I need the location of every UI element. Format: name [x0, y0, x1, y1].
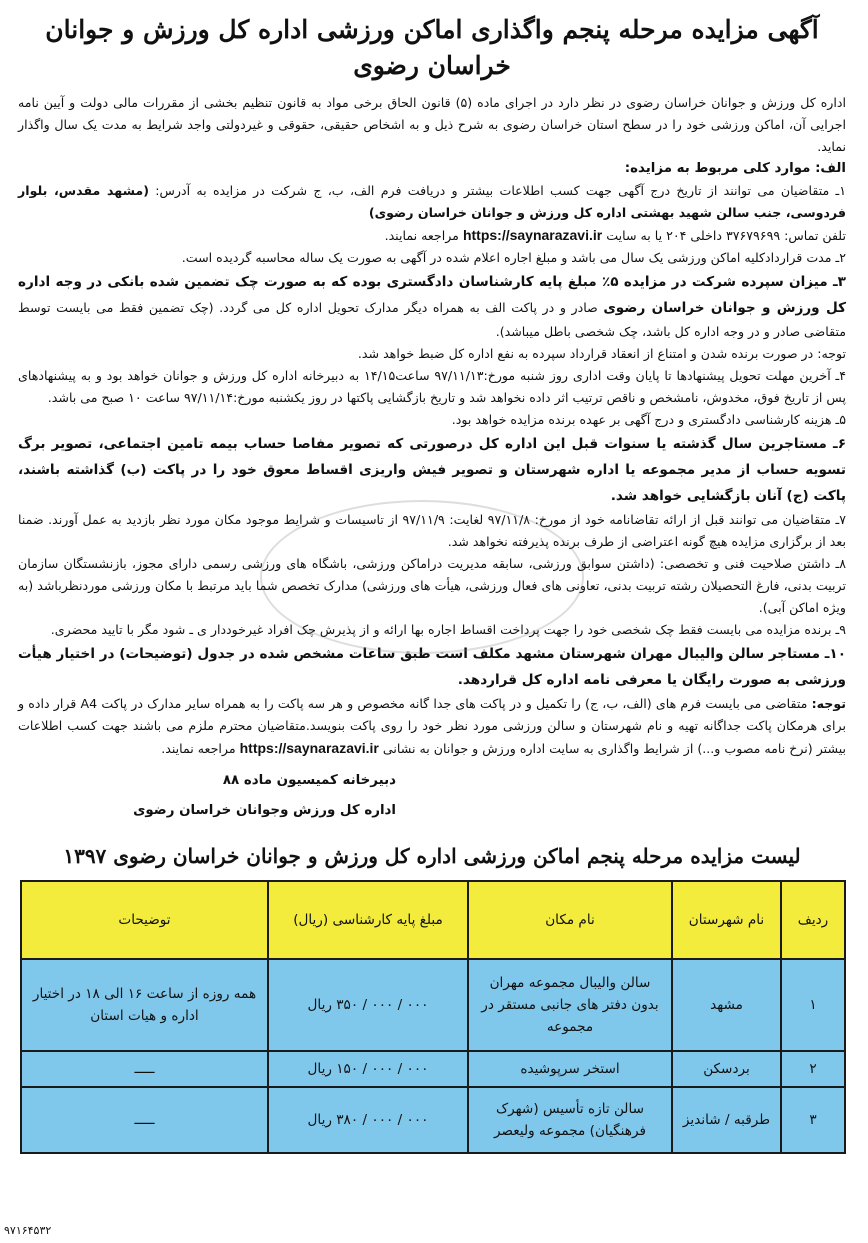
row-description: ـــــ: [21, 1087, 268, 1153]
row-city: مشهد: [672, 959, 781, 1051]
section-a-heading: الف: موارد کلی مربوط به مزایده:: [624, 161, 846, 176]
item-1-tail: مراجعه نمایند.: [384, 228, 459, 243]
item-10: ۱۰ـ مستاجر سالن والیبال مهران شهرستان مشهد مکلف است طبق ساعات مشخص شده در جدول (توضیحات) در اختیار هیأت ورزشی به صورت رایگان یا معرفی نامه اداره کل قراردهد.: [18, 646, 846, 688]
item-7: ۷ـ متقاضیان می توانند قبل از ارائه تقاضانامه خود از مورخ: ۹۷/۱۱/۸ لغایت: ۹۷/۱۱/۹ از تاسیسات و شرایط موجود مکان مورد نظر بازدید به عمل آورند. ضمنا بعد از برگزاری مزایده هیچ گونه اعتراضی از طرف برنده پذیرفته نخواهد شد.: [18, 512, 846, 549]
item-1: [18, 180, 846, 247]
row-description: ـــــ: [21, 1051, 268, 1087]
table-row: [21, 1087, 845, 1153]
row-place: سالن والیبال مجموعه مهران بدون دفتر های جانبی مستقر در مجموعه: [468, 959, 672, 1051]
row-number: ۲: [781, 1051, 845, 1087]
intro-paragraph: اداره کل ورزش و جوانان خراسان رضوی در نظر دارد در اجرای ماده (۵) قانون الحاق برخی مواد به قانون تنظیم بخشی از مقررات مالی دولت و آیین نامه اجرایی آن، اماکن ورزشی خود را در سطح استان خراسان رضوی به شرح ذیل و به اشخاص حقیقی، حقوقی و غیردولتی واجد شرایط به مدت یک سال واگذار نماید.: [18, 95, 846, 154]
signature-line-1: دبیرخانه کمیسیون ماده ۸۸: [222, 773, 396, 788]
page-title: آگهی مزایده مرحله پنجم واگذاری اماکن ورزشی اداره کل ورزش و جوانان خراسان رضوی: [45, 15, 819, 80]
item-3-bold: ۳ـ میزان سپرده شرکت در مزایده ۵٪ مبلغ پایه کارشناسان دادگستری بوده که به صورت چک تضمین شده بانکی در وجه اداره کل ورزش و جوانان خراسان رضوی: [18, 274, 846, 316]
header-row-number: ردیف: [781, 881, 845, 959]
website-link-2[interactable]: https://saynarazavi.ir: [239, 740, 379, 756]
item-4: ۴ـ آخرین مهلت تحویل پیشنهادها تا پایان وقت اداری روز شنبه مورخ:۹۷/۱۱/۱۳ ساعت۱۴/۱۵ به دبیرخانه اداره کل ورزش و جوانان خواهد بود و به پیشنهادهای پس از تاریخ فوق، مخدوش، نامشخص و ناقص ترتیب اثر داده نخواهد شد و تاریخ بازگشایی پاکتها در روز یکشنبه مورخ:۹۷/۱۱/۱۴ ساعت ۱۰ صبح می باشد.: [18, 368, 847, 405]
row-city: بردسکن: [672, 1051, 781, 1087]
item-1-text: ۱ـ متقاضیان می توانند از تاریخ درج آگهی جهت کسب اطلاعات بیشتر و دریافت فرم الف، ب، ج شرکت در مزایده به آدرس:: [155, 183, 846, 198]
signature-line-2: اداره کل ورزش وجوانان خراسان رضوی: [133, 803, 396, 818]
footer-code: ۹۷۱۶۴۵۳۲: [4, 1225, 52, 1237]
item-3-rest: صادر و در پاکت الف به همراه دیگر مدارک تحویل اداره کل می گردد. (چک تضمین فقط می بایست توسط متقاضی صادر و در وجه اداره کل باشد، چک شخصی باطل میباشد).: [18, 300, 846, 339]
table-header-row: [21, 881, 845, 959]
note-2-text: متقاضی می بایست فرم های (الف، ب، ج) را تکمیل و در پاکت های جدا گانه مخصوص و هر سه پاکت را به همراه سایر مدارک در پاکت A4 قرار داده و برای هرمکان پاکت جداگانه تهیه و نام شهرستان و سالن ورزشی مورد نظر خود را روی پاکت بنویسد.متقاضیان محترم ملزم می باشند جهت کسب اطلاعات بیشتر (نرخ نامه مصوب و...) از شرایط واگذاری به سایت اداره ورزش و جوانان به نشانی: [18, 696, 846, 756]
row-description: همه روزه از ساعت ۱۶ الی ۱۸ در اختیار اداره و هیات استان: [21, 959, 268, 1051]
header-city: نام شهرستان: [672, 881, 781, 959]
website-link[interactable]: https://saynarazavi.ir: [462, 227, 603, 243]
row-price: ۰۰۰ / ۰۰۰ / ۳۸۰ ریال: [268, 1087, 468, 1153]
list-title: لیست مزایده مرحله پنجم اماکن ورزشی اداره کل ورزش و جوانان خراسان رضوی ۱۳۹۷: [63, 844, 801, 868]
table-row: [21, 959, 845, 1051]
item-2: ۲ـ مدت قراردادکلیه اماکن ورزشی یک سال می باشد و مبلغ اجاره اعلام شده در آگهی به صورت یک ساله محاسبه گردیده است.: [181, 250, 846, 265]
item-8: ۸ـ داشتن صلاحیت فنی و تخصصی: (داشتن سوابق ورزشی، سابقه مدیریت دراماکن ورزشی، باشگاه های ورزشی رسمی دارای مجوز، بازنشستگان سازمان تربیت بدنی، فارغ التحصیلان رشته تربیت بدنی، تعاونی های فعال ورزشی، هیأت های ورزشی) مدارک تخصص شما باید مرتبط با مکان ورزشی موردنظرباشد (به ویژه اماکن آبی).: [18, 556, 846, 615]
header-description: توضیحات: [21, 881, 268, 959]
item-1-address: (مشهد مقدس، بلوار فردوسی، جنب سالن شهید بهشتی اداره کل ورزش و جوانان خراسان رضوی): [18, 183, 846, 220]
note-2-heading: توجه:: [811, 696, 846, 711]
header-place: نام مکان: [468, 881, 672, 959]
row-place: سالن تازه تأسیس (شهرک فرهنگیان) مجموعه ولیعصر: [468, 1087, 672, 1153]
row-price: ۰۰۰ / ۰۰۰ / ۱۵۰ ریال: [268, 1051, 468, 1087]
row-place: استخر سرپوشیده: [468, 1051, 672, 1087]
table-row: [21, 1051, 845, 1087]
header-price: مبلغ پایه کارشناسی (ریال): [268, 881, 468, 959]
row-number: ۳: [781, 1087, 845, 1153]
item-3: [18, 269, 846, 343]
signature-block: [18, 766, 846, 826]
item-5: ۵ـ هزینه کارشناسی دادگستری و درج آگهی بر عهده برنده مزایده خواهد بود.: [451, 412, 846, 427]
note-1: توجه: در صورت برنده شدن و امتناع از انعقاد قرارداد سپرده به نفع اداره کل ضبط خواهد شد.: [357, 346, 846, 361]
row-city: طرقبه / شاندیز: [672, 1087, 781, 1153]
note-2-tail: مراجعه نمایند.: [161, 741, 236, 756]
item-6: ۶ـ مستاجرین سال گذشته یا سنوات قبل این اداره کل درصورتی که تصویر مفاصا حساب بیمه تامین اجتماعی، تصویر برگ تسویه حساب از مدیر مجموعه یا اداره شهرستان و تصویر فیش واریزی اقساط معوق خود را در پاکت (ب) گذاشته باشند، پاکت (ج) آنان بازگشایی خواهد شد.: [18, 436, 846, 504]
row-number: ۱: [781, 959, 845, 1051]
note-2: [18, 693, 846, 760]
item-9: ۹ـ برنده مزایده می بایست فقط چک شخصی خود را جهت پرداخت اقساط اجاره بها ارائه و از پذیرش چک افراد غیرخوددار ی ـ شود مگر با تایید محضری.: [50, 622, 846, 637]
row-price: ۰۰۰ / ۰۰۰ / ۳۵۰ ریال: [268, 959, 468, 1051]
item-1-phone: تلفن تماس: ۳۷۶۷۹۶۹۹ داخلی ۲۰۴ یا به سایت: [606, 228, 846, 243]
auction-table: [20, 880, 846, 1154]
